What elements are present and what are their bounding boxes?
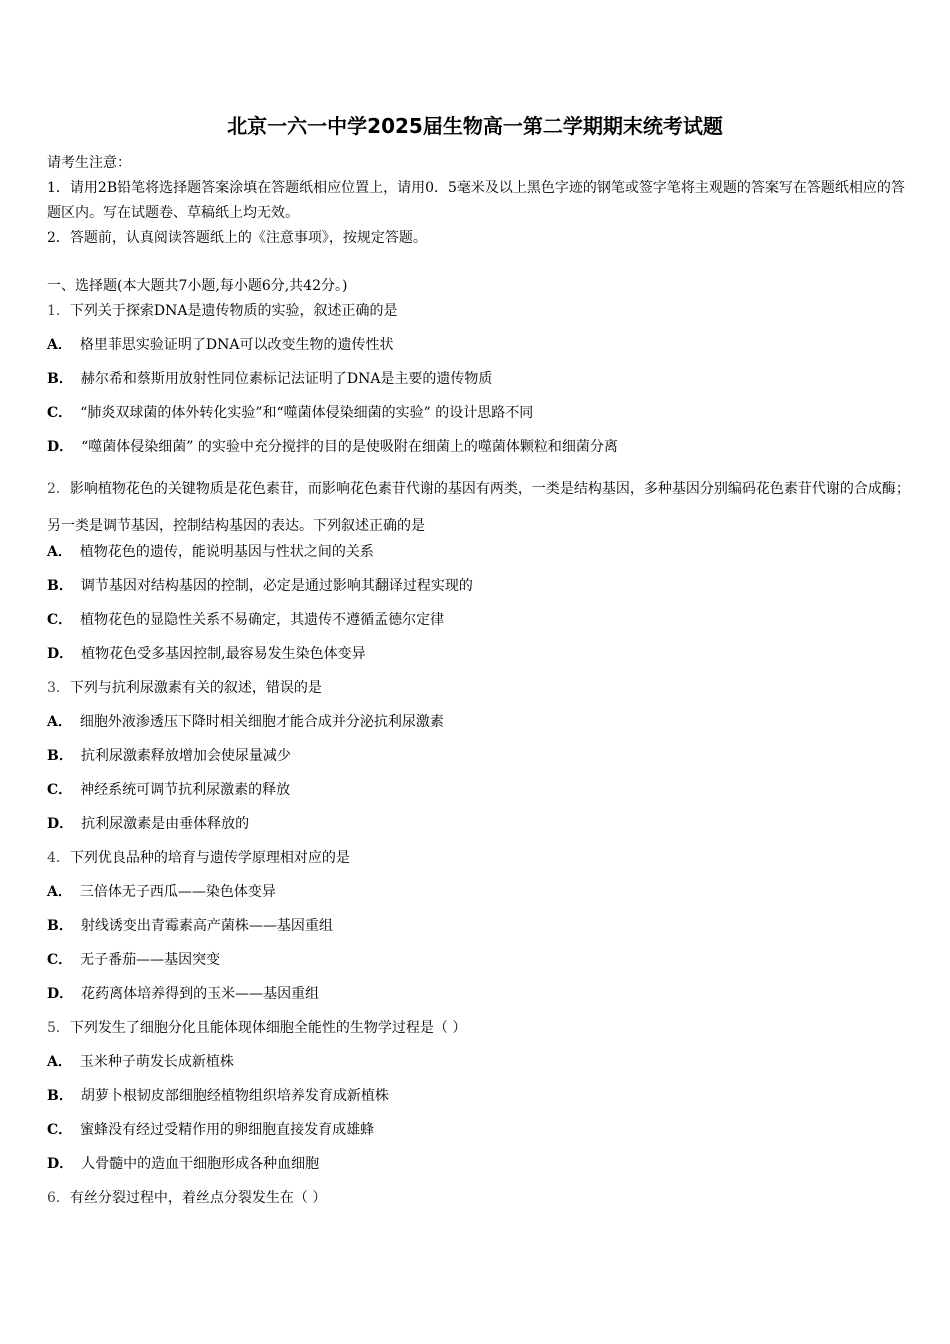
option-4c (47, 949, 220, 971)
option-1d (47, 436, 618, 458)
option-letter: B． (47, 371, 73, 387)
option-5d (47, 1153, 319, 1175)
option-letter: C． (47, 612, 73, 628)
option-3d (47, 813, 249, 835)
option-letter: A． (47, 544, 72, 560)
option-3a (47, 711, 444, 733)
question-stem: 下列发生了细胞分化且能体现体细胞全能性的生物学过程是（ ） (69, 1020, 467, 1036)
question-6 (47, 1187, 326, 1209)
question-stem: 影响植物花色的关键物质是花色素苷，而影响花色素苷代谢的基因有两类，一类是结构基因，多种基因分别编码花色素苷代谢的合成酶；另一类是调节基因，控制结构基因的表达。下列叙述正确的是 (47, 481, 910, 534)
option-letter: C． (47, 1122, 73, 1138)
option-text: 植物花色受多基因控制,最容易发生染色体变异 (81, 646, 366, 662)
question-number: 4． (47, 850, 70, 866)
question-stem: 下列优良品种的培育与遗传学原理相对应的是 (69, 850, 350, 866)
question-number: 1． (47, 303, 70, 319)
option-letter: B． (47, 918, 73, 934)
question-stem: 下列与抗利尿激素有关的叙述，错误的是 (69, 680, 322, 696)
option-3b (47, 745, 291, 767)
notice-item: 1．请用2B铅笔将选择题答案涂填在答题纸相应位置上，请用0．5毫米及以上黑色字迹的钢笔或签字笔将主观题的答案写在答题纸相应的答题区内。写在试题卷、草稿纸上均无效。 (47, 180, 905, 221)
option-letter: A． (47, 337, 72, 353)
option-letter: D． (47, 1156, 74, 1172)
option-1b (47, 368, 492, 390)
option-letter: D． (47, 439, 74, 455)
option-text: 三倍体无子西瓜——染色体变异 (79, 884, 276, 900)
option-text: 细胞外液渗透压下降时相关细胞才能合成并分泌抗利尿激素 (79, 714, 444, 730)
option-text: 玉米种子萌发长成新植株 (79, 1054, 234, 1070)
option-text: 植物花色的遗传，能说明基因与性状之间的关系 (79, 544, 374, 560)
notice-item: 2．答题前，认真阅读答题纸上的《注意事项》，按规定答题。 (47, 230, 427, 246)
option-4d (47, 983, 319, 1005)
option-letter: D． (47, 986, 74, 1002)
option-5c (47, 1119, 374, 1141)
option-letter: A． (47, 714, 72, 730)
option-letter: D． (47, 646, 74, 662)
option-text: 格里菲思实验证明了DNA可以改变生物的遗传性状 (79, 337, 394, 353)
option-1a (47, 334, 393, 356)
option-text: 赫尔希和蔡斯用放射性同位素标记法证明了DNA是主要的遗传物质 (80, 371, 493, 387)
question-number: 3． (47, 680, 70, 696)
option-text: “肺炎双球菌的体外转化实验”和“噬菌体侵染细菌的实验” 的设计思路不同 (80, 405, 534, 421)
question-stem: 下列关于探索DNA是遗传物质的实验，叙述正确的是 (69, 303, 398, 319)
option-5b (47, 1085, 389, 1107)
option-letter: B． (47, 748, 73, 764)
option-letter: B． (47, 1088, 73, 1104)
option-text: 抗利尿激素是由垂体释放的 (81, 816, 250, 832)
option-letter: C． (47, 782, 73, 798)
question-number: 6． (47, 1190, 70, 1206)
option-text: “噬菌体侵染细菌” 的实验中充分搅拌的目的是使吸附在细菌上的噬菌体颗粒和细菌分离 (81, 439, 618, 455)
question-2 (47, 471, 917, 545)
option-letter: D． (47, 816, 74, 832)
question-number: 5． (47, 1020, 70, 1036)
notice-block (47, 151, 907, 251)
option-letter: C． (47, 952, 73, 968)
question-5 (47, 1017, 466, 1039)
option-4b (47, 915, 333, 937)
option-text: 植物花色的显隐性关系不易确定，其遗传不遵循孟德尔定律 (80, 612, 445, 628)
option-3c (47, 779, 290, 801)
question-number: 2． (47, 481, 70, 497)
question-4 (47, 847, 350, 869)
option-2d (47, 643, 366, 665)
notice-heading: 请考生注意： (47, 155, 131, 171)
option-1c (47, 402, 533, 424)
question-1 (47, 300, 398, 322)
section-heading: 一、选择题(本大题共7小题,每小题6分,共42分。) (47, 278, 348, 294)
option-2b (47, 575, 473, 597)
question-stem: 有丝分裂过程中，着丝点分裂发生在（ ） (69, 1190, 327, 1206)
option-2a (47, 541, 374, 563)
option-text: 蜜蜂没有经过受精作用的卵细胞直接发育成雄蜂 (80, 1122, 375, 1138)
option-letter: A． (47, 884, 72, 900)
option-text: 神经系统可调节抗利尿激素的释放 (80, 782, 291, 798)
option-text: 胡萝卜根韧皮部细胞经植物组织培养发育成新植株 (80, 1088, 389, 1104)
option-2c (47, 609, 444, 631)
option-4a (47, 881, 276, 903)
option-text: 无子番茄——基因突变 (80, 952, 221, 968)
option-text: 射线诱变出青霉素高产菌株——基因重组 (80, 918, 333, 934)
option-letter: A． (47, 1054, 72, 1070)
option-letter: B． (47, 578, 73, 594)
option-letter: C． (47, 405, 73, 421)
option-text: 调节基因对结构基因的控制，必定是通过影响其翻译过程实现的 (80, 578, 473, 594)
question-3 (47, 677, 322, 699)
option-text: 抗利尿激素释放增加会使尿量减少 (80, 748, 291, 764)
option-text: 人骨髓中的造血干细胞形成各种血细胞 (81, 1156, 320, 1172)
page-title: 北京一六一中学2025届生物高一第二学期期末统考试题 (227, 114, 723, 138)
option-5a (47, 1051, 234, 1073)
option-text: 花药离体培养得到的玉米——基因重组 (81, 986, 320, 1002)
